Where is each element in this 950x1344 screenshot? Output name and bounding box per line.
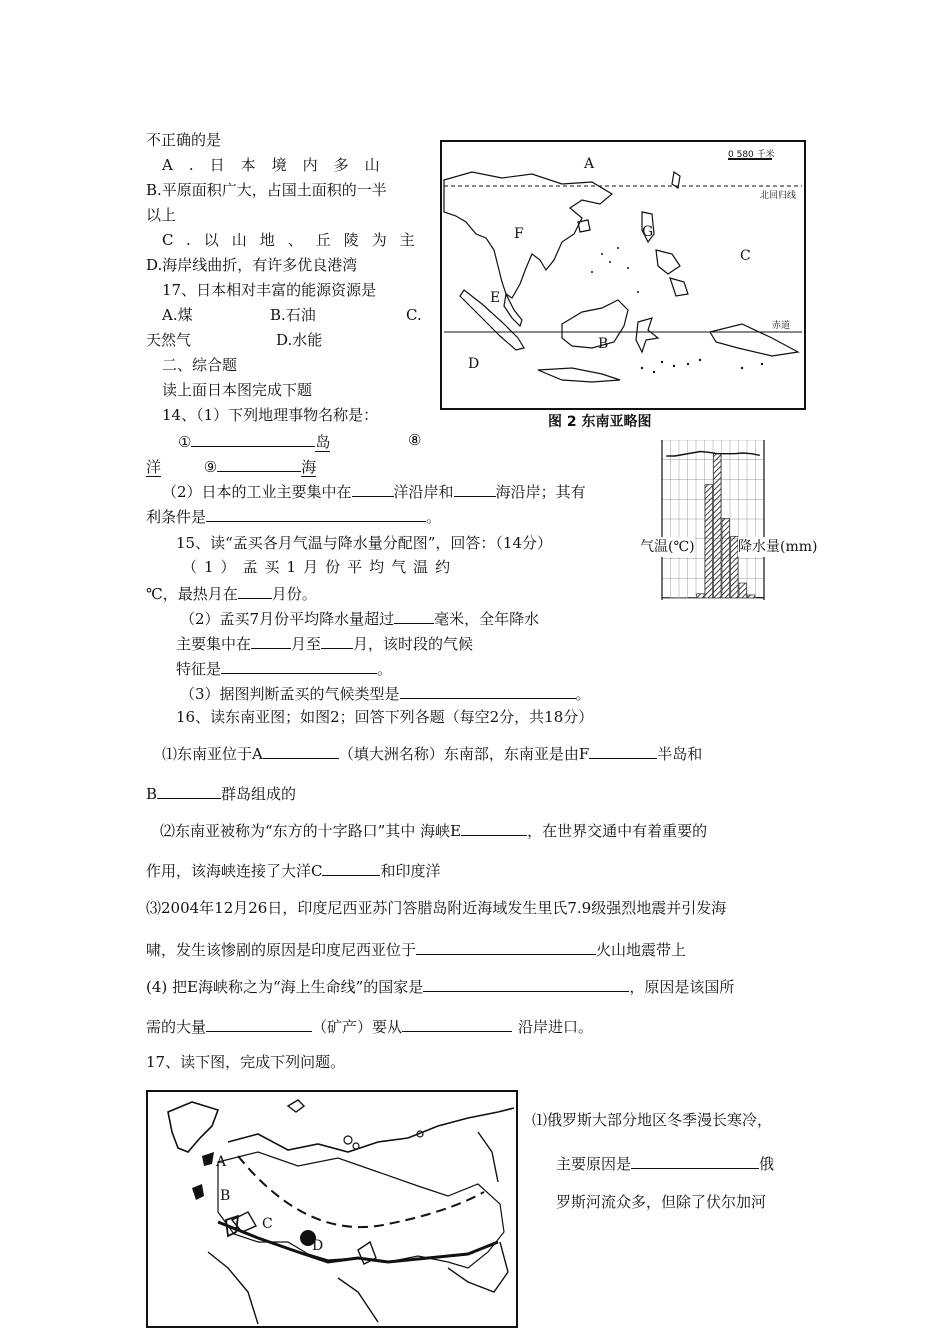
southeast-asia-map-caption: 图 2 东南亚略图 bbox=[548, 414, 652, 430]
russia-label-b: B bbox=[220, 1188, 231, 1204]
answer-blank[interactable] bbox=[206, 1015, 312, 1032]
equator-label: 赤道 bbox=[772, 321, 791, 331]
question-14-1: 14、（1）下列地理事物名称是： bbox=[162, 406, 379, 424]
question-17-russia: 17、读下图，完成下列问题。 bbox=[146, 1053, 346, 1071]
question-17: 17、日本相对丰富的能源资源是 bbox=[162, 281, 377, 299]
question-16-2-cont: 作用，该海峡连接了大洋C 和印度洋 bbox=[146, 859, 441, 881]
q17-option-c-cont: 天然气 bbox=[146, 331, 192, 349]
russia-label-a: A bbox=[216, 1154, 227, 1170]
q14-blank-1-row: ① 岛 bbox=[178, 430, 330, 452]
map-label-e: E bbox=[490, 290, 501, 306]
q17-option-c: C. bbox=[406, 306, 422, 324]
answer-blank[interactable] bbox=[157, 782, 221, 799]
answer-blank[interactable] bbox=[206, 505, 426, 522]
q17-1-cont: 主要原因是 俄 bbox=[556, 1152, 774, 1174]
answer-blank[interactable] bbox=[217, 455, 301, 472]
precipitation-bar bbox=[714, 454, 722, 598]
precipitation-bar bbox=[748, 595, 756, 598]
answer-blank[interactable] bbox=[454, 480, 496, 497]
answer-blank[interactable] bbox=[461, 819, 527, 836]
question-15-2-cont: 主要集中在 月至 月，该时段的气候 bbox=[176, 632, 473, 654]
precipitation-bar bbox=[697, 594, 705, 598]
southeast-asia-map bbox=[440, 140, 806, 410]
answer-blank[interactable] bbox=[631, 1152, 759, 1169]
read-japan-map: 读上面日本图完成下题 bbox=[162, 381, 313, 399]
map-label-b: B bbox=[598, 336, 609, 352]
russia-map bbox=[146, 1090, 518, 1328]
answer-blank[interactable] bbox=[400, 682, 576, 699]
option-a: A.日本境内多山 bbox=[162, 156, 396, 174]
q17-option-b: B.石油 bbox=[270, 306, 316, 324]
q14-blank-8-9-row: 洋 ⑨ 海 bbox=[146, 455, 316, 477]
question-16-3-cont: 啸，发生该惨剧的原因是印度尼西亚位于 火山地震带上 bbox=[146, 938, 686, 960]
question-16-2: ⑵东南亚被称为“东方的十字路口”其中 海峡E ，在世界交通中有着重要的 bbox=[160, 819, 707, 841]
temperature-axis-label: 气温(℃) bbox=[640, 539, 695, 555]
map-label-c: C bbox=[740, 248, 751, 264]
question-15-1: （1）孟买1月份平均气温约 bbox=[182, 558, 458, 576]
answer-blank[interactable] bbox=[263, 742, 339, 759]
russia-map-drawing bbox=[148, 1092, 516, 1326]
question-16-3: ⑶2004年12月26日，印度尼西亚苏门答腊岛附近海域发生里氏7.9级强烈地震并引发海 bbox=[146, 899, 727, 917]
precipitation-bar bbox=[739, 583, 747, 598]
question-14-2-cont: 利条件是 。 bbox=[146, 505, 441, 527]
question-15: 15、读“孟买各月气温与降水量分配图”，回答：（14分） bbox=[176, 534, 553, 552]
option-b: B.平原面积广大，占国土面积的一半 bbox=[146, 181, 387, 199]
southeast-asia-map-drawing bbox=[442, 142, 804, 408]
answer-blank[interactable] bbox=[423, 975, 629, 992]
map-label-d: D bbox=[468, 356, 480, 372]
tropic-label: 北回归线 bbox=[760, 191, 797, 201]
precipitation-bar bbox=[731, 536, 739, 598]
q14-marker-8: ⑧ bbox=[408, 431, 422, 449]
question-14-2: （2）日本的工业主要集中在 洋沿岸和 海沿岸；其有 bbox=[162, 480, 586, 502]
scale-label: 0 580 千米 bbox=[728, 150, 775, 160]
precipitation-bar bbox=[722, 518, 730, 598]
map-label-a: A bbox=[584, 156, 595, 172]
option-c: C.以山地、丘陵为主 bbox=[162, 231, 428, 249]
map-label-g: G bbox=[642, 224, 654, 240]
answer-blank[interactable] bbox=[238, 582, 272, 599]
russia-label-c: C bbox=[262, 1216, 273, 1232]
map-label-f: F bbox=[514, 226, 524, 242]
answer-blank[interactable] bbox=[352, 480, 394, 497]
climate-chart-svg bbox=[656, 440, 770, 600]
question-16-1-cont: B 群岛组成的 bbox=[146, 782, 296, 804]
option-b-cont: 以上 bbox=[146, 206, 177, 224]
q17-option-d: D.水能 bbox=[276, 331, 323, 349]
russia-label-d: D bbox=[312, 1238, 324, 1254]
line-incorrect: 不正确的是 bbox=[146, 131, 222, 149]
answer-blank[interactable] bbox=[394, 607, 434, 624]
question-16-4: (4) 把E海峡称之为“海上生命线”的国家是 ，原因是该国所 bbox=[146, 975, 734, 997]
option-d: D.海岸线曲折，有许多优良港湾 bbox=[146, 256, 358, 274]
mumbai-climate-chart bbox=[656, 440, 770, 600]
q17-option-a: A.煤 bbox=[162, 306, 193, 324]
question-15-2: （2）孟买7月份平均降水量超过 毫米，全年降水 bbox=[180, 607, 539, 629]
precipitation-bar bbox=[756, 597, 764, 598]
answer-blank[interactable] bbox=[402, 1015, 512, 1032]
q17-1: ⑴俄罗斯大部分地区冬季漫长寒冷， bbox=[532, 1111, 773, 1129]
question-15-2-feature: 特征是 。 bbox=[176, 657, 392, 679]
question-16-1: ⑴东南亚位于A （填大洲名称）东南部，东南亚是由F 半岛和 bbox=[162, 742, 702, 764]
answer-blank[interactable] bbox=[251, 632, 291, 649]
answer-blank[interactable] bbox=[416, 938, 596, 955]
precipitation-bar bbox=[705, 485, 713, 598]
precipitation-axis-label: 降水量(mm) bbox=[738, 539, 818, 555]
answer-blank[interactable] bbox=[322, 859, 380, 876]
section-2-title: 二、综合题 bbox=[162, 356, 238, 374]
question-16-4-cont: 需的大量 （矿产）要从 沿岸进口。 bbox=[146, 1015, 593, 1037]
answer-blank[interactable] bbox=[221, 657, 377, 674]
q17-1-cont-2: 罗斯河流众多，但除了伏尔加河 bbox=[556, 1193, 767, 1211]
question-15-3: （3）据图判断孟买的气候类型是 。 bbox=[180, 682, 591, 704]
answer-blank[interactable] bbox=[321, 632, 353, 649]
answer-blank[interactable] bbox=[589, 742, 657, 759]
question-16: 16、读东南亚图；如图2；回答下列各题（每空2分，共18分） bbox=[176, 708, 594, 726]
question-15-1-cont: ℃，最热月在 月份。 bbox=[146, 582, 317, 604]
answer-blank[interactable] bbox=[191, 430, 315, 447]
